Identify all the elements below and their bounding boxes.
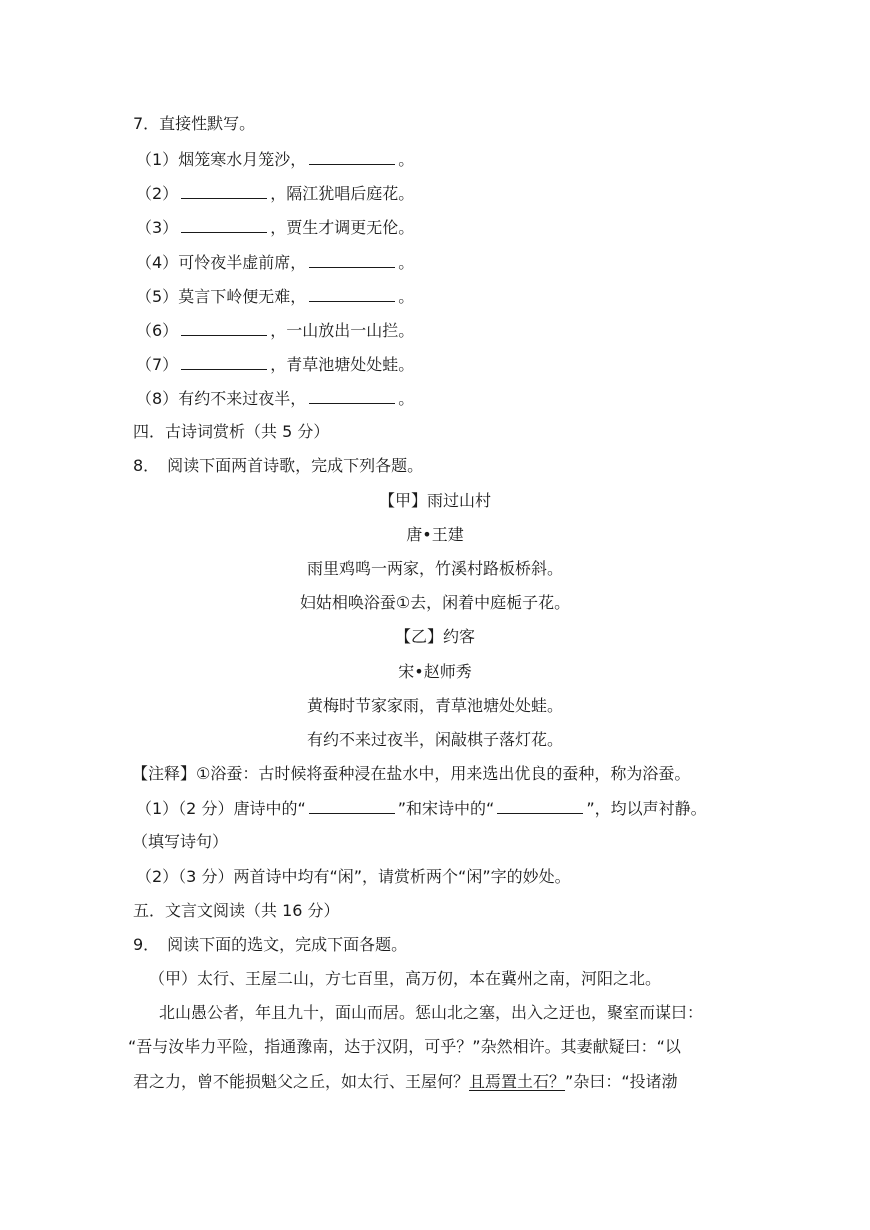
q7-title: 7．直接性默写。	[133, 114, 256, 133]
q8-sub-2: （2）（3 分）两首诗中均有“闲”，请赏析两个“闲”字的妙处。	[136, 867, 571, 886]
passage-line-4	[133, 1071, 870, 1093]
poem2-author: 宋•赵师秀	[398, 662, 472, 681]
q7-item-5	[136, 285, 870, 308]
answer-blank[interactable]	[181, 182, 267, 199]
passage-text: 君之力，曾不能损魁父之丘，如太行、王屋何？	[133, 1072, 470, 1091]
poem1-line-1: 雨里鸡鸣一两家，竹溪村路板桥斜。	[306, 559, 563, 578]
poem1-author: 唐•王建	[406, 525, 464, 544]
question-text: ”，均以声衬静。	[586, 799, 707, 818]
item-number: （4）	[136, 253, 179, 272]
item-text: ，青草池塘处处蛙。	[270, 355, 415, 374]
item-number: （7）	[136, 355, 179, 374]
item-number: （2）	[136, 184, 179, 203]
section-4-heading: 四．古诗词赏析（共 5 分）	[133, 422, 330, 441]
poem1-line-2: 妇姑相唤浴蚕①去，闲着中庭栀子花。	[299, 593, 571, 612]
answer-blank[interactable]	[181, 319, 267, 336]
passage-text: ”杂曰：“投诸渤	[565, 1072, 678, 1091]
answer-blank[interactable]	[309, 797, 395, 814]
item-text: 烟笼寒水月笼沙，	[178, 150, 307, 169]
passage-paragraph-1: （甲）太行、王屋二山，方七百里，高万仞，本在冀州之南，河阳之北。	[149, 969, 662, 988]
answer-blank[interactable]	[309, 251, 395, 268]
item-text: ，隔江犹唱后庭花。	[270, 184, 415, 203]
item-text: ，贾生才调更无伦。	[270, 218, 415, 237]
poem2-title: 【乙】约客	[394, 627, 475, 646]
poem2-line-2: 有约不来过夜半，闲敲棋子落灯花。	[306, 730, 563, 749]
item-number: （8）	[136, 389, 179, 408]
underlined-sentence: 且焉置土石？	[469, 1072, 566, 1091]
item-text: 。	[398, 150, 415, 169]
q7-item-8	[136, 387, 870, 410]
item-text: 可怜夜半虚前席，	[178, 253, 307, 272]
item-number: （3）	[136, 218, 179, 237]
q8-sub-1-hint: （填写诗句）	[132, 832, 229, 851]
poem-note: 【注释】①浴蚕：古时候将蚕种浸在盐水中，用来选出优良的蚕种，称为浴蚕。	[132, 764, 691, 783]
item-number: （1）	[136, 150, 179, 169]
answer-blank[interactable]	[497, 797, 583, 814]
passage-line-3: “吾与汝毕力平险，指通豫南，达于汉阴，可乎？”杂然相许。其妻献疑曰：“以	[128, 1037, 681, 1056]
poem2-line-1: 黄梅时节家家雨，青草池塘处处蛙。	[306, 696, 563, 715]
q8-title: 8． 阅读下面两首诗歌，完成下列各题。	[133, 456, 424, 475]
answer-blank[interactable]	[181, 216, 267, 233]
item-text: 。	[398, 253, 415, 272]
q7-item-2	[136, 182, 870, 205]
answer-blank[interactable]	[309, 148, 395, 165]
answer-blank[interactable]	[181, 353, 267, 370]
poem1-title: 【甲】雨过山村	[378, 491, 491, 510]
q8-sub-1	[136, 797, 870, 820]
q7-item-3	[136, 216, 870, 239]
item-text: ，一山放出一山拦。	[270, 321, 415, 340]
q7-item-7	[136, 353, 870, 376]
item-number: （6）	[136, 321, 179, 340]
item-text: 有约不来过夜半，	[178, 389, 307, 408]
answer-blank[interactable]	[309, 285, 395, 302]
item-number: （5）	[136, 287, 179, 306]
q7-item-6	[136, 319, 870, 342]
question-text: （1）（2 分）唐诗中的“	[136, 799, 306, 818]
q9-title: 9． 阅读下面的选文，完成下面各题。	[133, 935, 408, 954]
section-5-heading: 五．文言文阅读（共 16 分）	[133, 901, 340, 920]
answer-blank[interactable]	[309, 387, 395, 404]
q7-item-4	[136, 251, 870, 274]
passage-paragraph-2: 北山愚公者，年且九十，面山而居。惩山北之塞，出入之迂也，聚室而谋曰：	[159, 1003, 704, 1022]
item-text: 。	[398, 389, 415, 408]
item-text: 莫言下岭便无难，	[178, 287, 307, 306]
q7-item-1	[136, 148, 870, 171]
item-text: 。	[398, 287, 415, 306]
question-text: ”和宋诗中的“	[397, 799, 495, 818]
